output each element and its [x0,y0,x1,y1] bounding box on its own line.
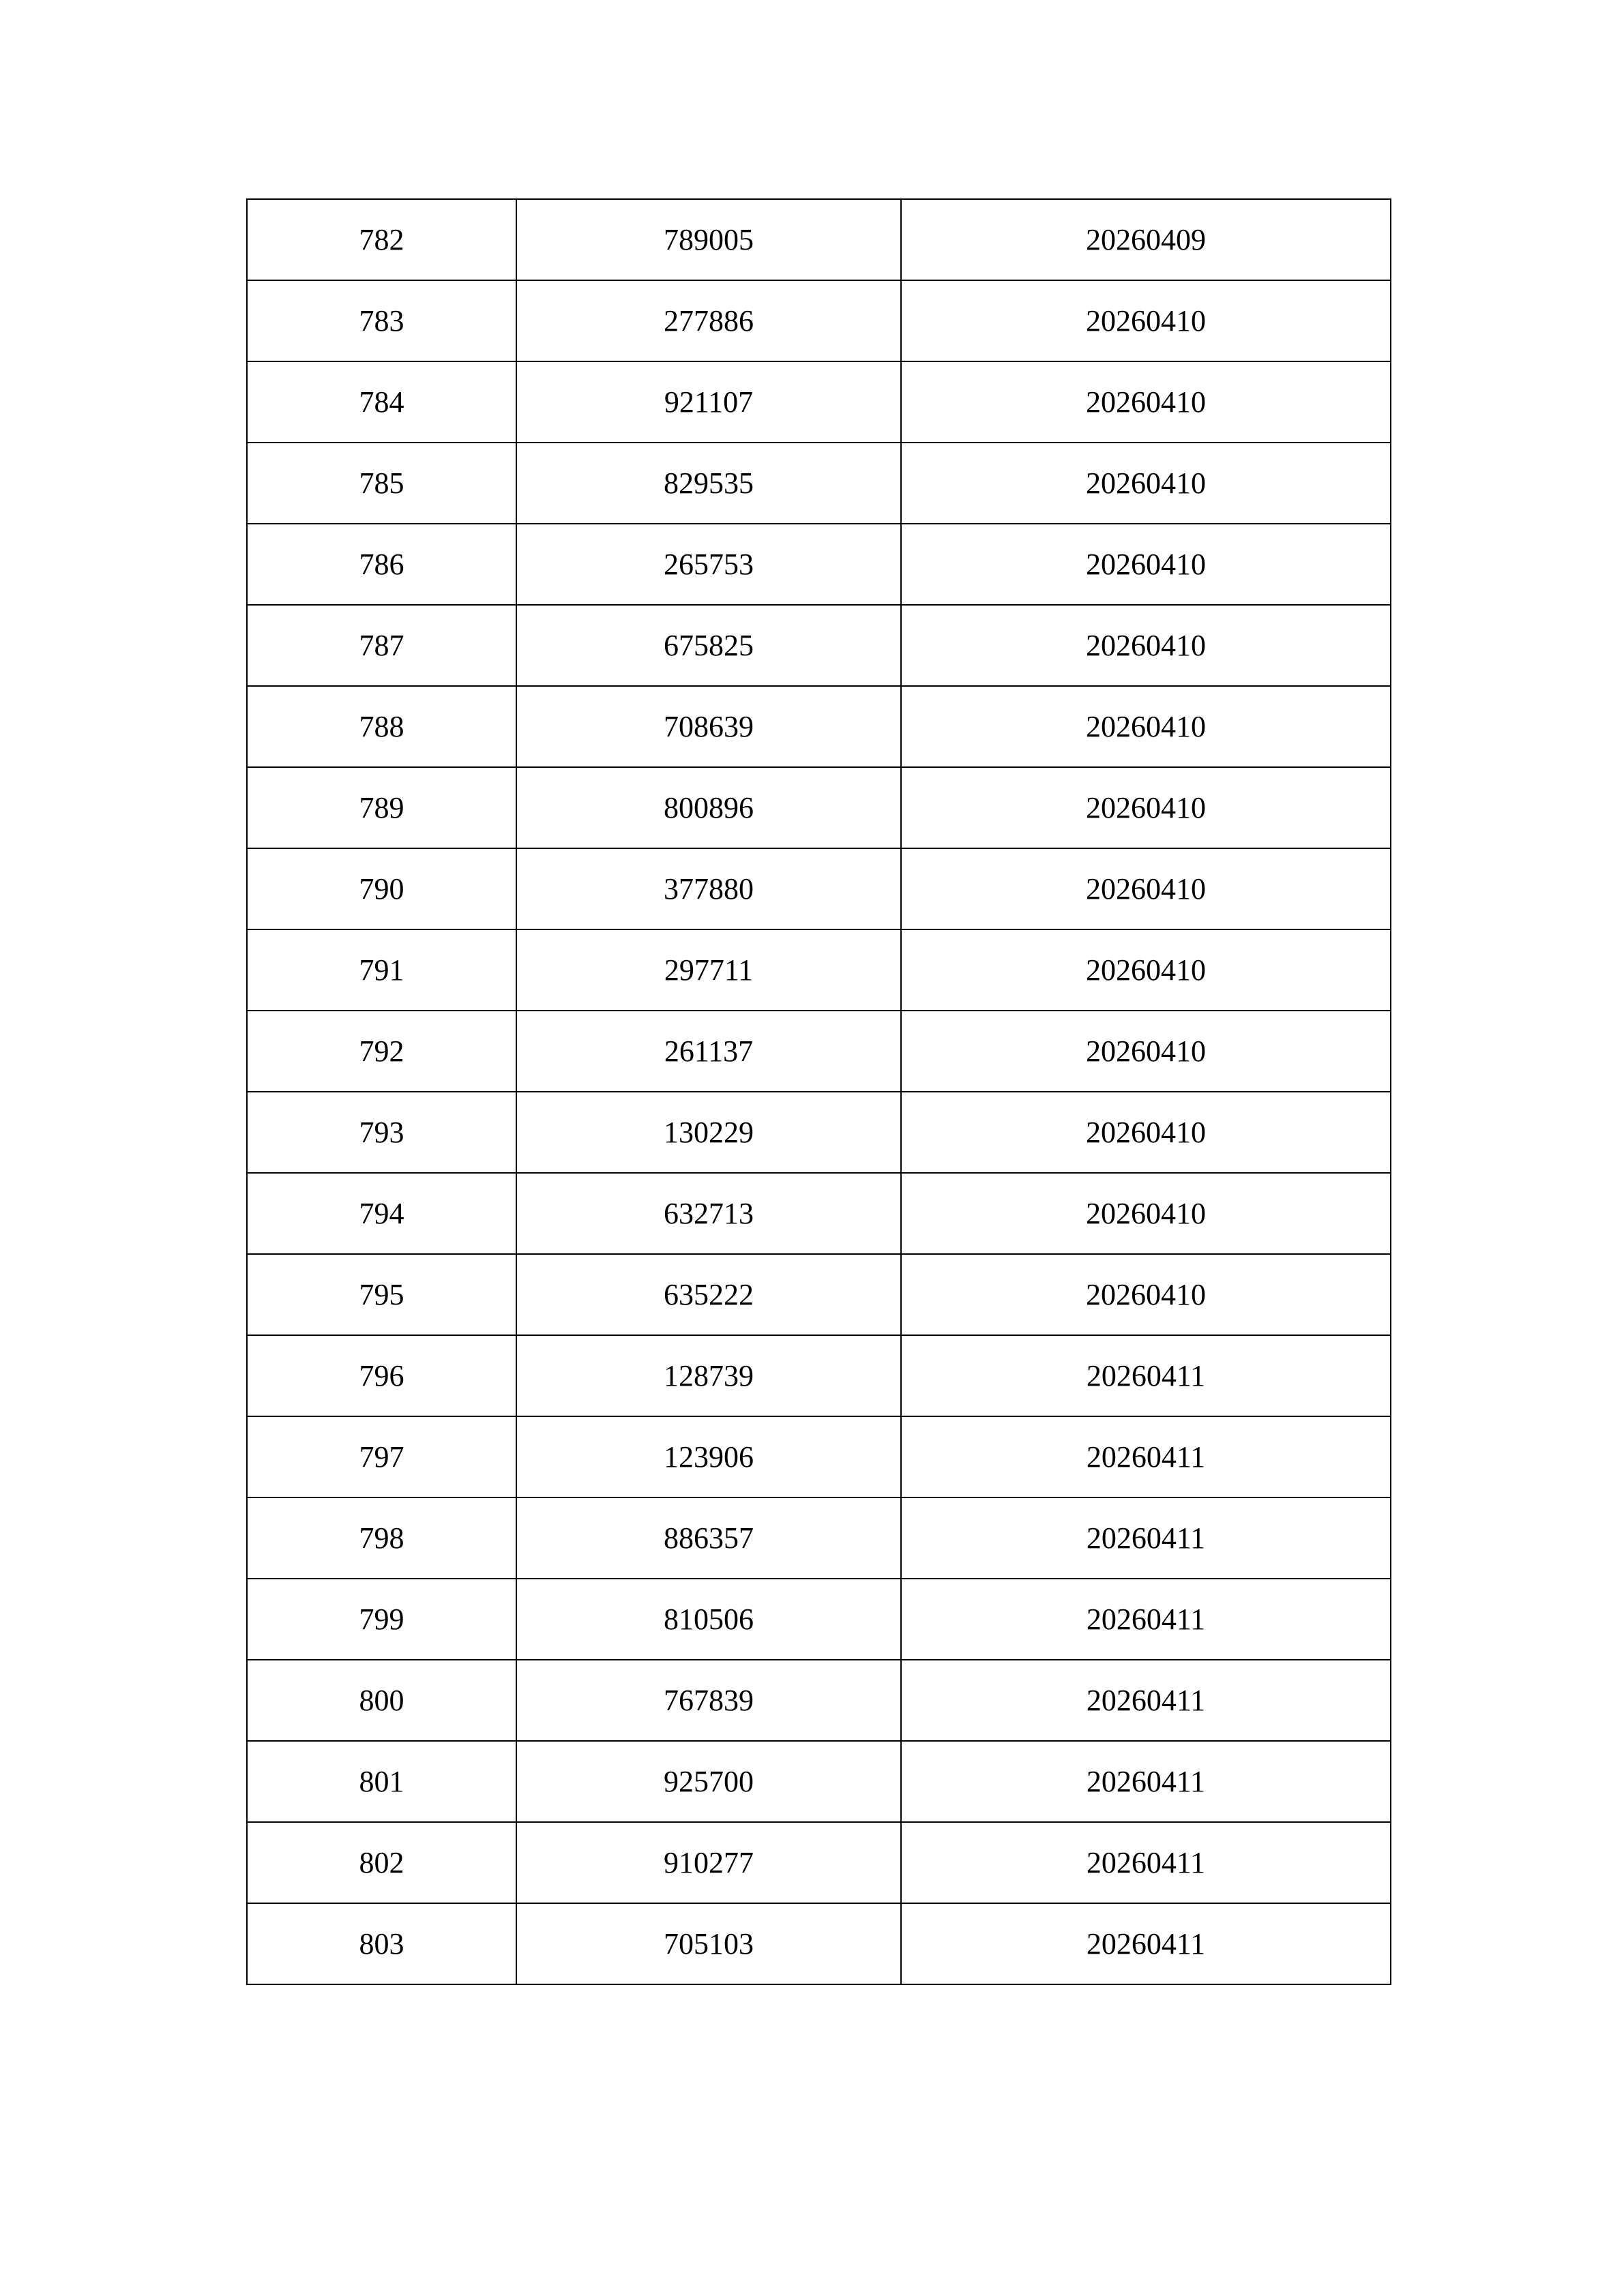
sequence-number-cell: 788 [247,686,516,767]
code-cell: 810506 [516,1579,901,1660]
code-cell: 130229 [516,1092,901,1173]
sequence-number-cell: 795 [247,1254,516,1335]
date-cell: 20260410 [901,686,1391,767]
code-cell: 789005 [516,199,901,280]
sequence-number-cell: 782 [247,199,516,280]
sequence-number-cell: 787 [247,605,516,686]
code-cell: 886357 [516,1497,901,1579]
sequence-number-cell: 786 [247,524,516,605]
date-cell: 20260411 [901,1416,1391,1497]
sequence-number-cell: 793 [247,1092,516,1173]
sequence-number-cell: 798 [247,1497,516,1579]
date-cell: 20260410 [901,1092,1391,1173]
table-row [247,443,1391,524]
date-cell: 20260409 [901,199,1391,280]
sequence-number-cell: 785 [247,443,516,524]
date-cell: 20260411 [901,1903,1391,1984]
date-cell: 20260410 [901,361,1391,443]
code-cell: 377880 [516,848,901,929]
code-cell: 123906 [516,1416,901,1497]
table-row [247,361,1391,443]
sequence-number-cell: 790 [247,848,516,929]
table-row [247,767,1391,848]
code-cell: 277886 [516,280,901,361]
table-row [247,1092,1391,1173]
date-cell: 20260411 [901,1660,1391,1741]
table-body [247,199,1391,1984]
table-row [247,524,1391,605]
date-cell: 20260410 [901,280,1391,361]
date-cell: 20260410 [901,524,1391,605]
date-cell: 20260410 [901,767,1391,848]
code-cell: 632713 [516,1173,901,1254]
sequence-number-cell: 784 [247,361,516,443]
table-row [247,1173,1391,1254]
code-cell: 829535 [516,443,901,524]
table-row [247,1335,1391,1416]
sequence-number-cell: 801 [247,1741,516,1822]
code-cell: 675825 [516,605,901,686]
code-cell: 767839 [516,1660,901,1741]
date-cell: 20260411 [901,1335,1391,1416]
table-row [247,280,1391,361]
sequence-number-cell: 796 [247,1335,516,1416]
code-cell: 708639 [516,686,901,767]
code-cell: 921107 [516,361,901,443]
code-cell: 261137 [516,1011,901,1092]
table-row [247,1660,1391,1741]
sequence-number-cell: 799 [247,1579,516,1660]
sequence-number-cell: 797 [247,1416,516,1497]
sequence-number-cell: 800 [247,1660,516,1741]
date-cell: 20260410 [901,443,1391,524]
date-cell: 20260410 [901,848,1391,929]
code-cell: 910277 [516,1822,901,1903]
table-row [247,1822,1391,1903]
data-table [246,198,1391,1985]
table-row [247,199,1391,280]
code-cell: 705103 [516,1903,901,1984]
code-cell: 635222 [516,1254,901,1335]
date-cell: 20260410 [901,1254,1391,1335]
sequence-number-cell: 783 [247,280,516,361]
sequence-number-cell: 792 [247,1011,516,1092]
table-row [247,1254,1391,1335]
sequence-number-cell: 803 [247,1903,516,1984]
table-row [247,1741,1391,1822]
table-row [247,605,1391,686]
table-row [247,686,1391,767]
table-row [247,848,1391,929]
table-row [247,929,1391,1011]
sequence-number-cell: 791 [247,929,516,1011]
code-cell: 800896 [516,767,901,848]
date-cell: 20260411 [901,1741,1391,1822]
date-cell: 20260410 [901,1011,1391,1092]
table-row [247,1011,1391,1092]
date-cell: 20260411 [901,1579,1391,1660]
table-row [247,1903,1391,1984]
sequence-number-cell: 802 [247,1822,516,1903]
table-row [247,1497,1391,1579]
date-cell: 20260411 [901,1822,1391,1903]
date-cell: 20260410 [901,605,1391,686]
sequence-number-cell: 794 [247,1173,516,1254]
code-cell: 297711 [516,929,901,1011]
table-row [247,1416,1391,1497]
date-cell: 20260410 [901,1173,1391,1254]
table-row [247,1579,1391,1660]
sequence-number-cell: 789 [247,767,516,848]
code-cell: 128739 [516,1335,901,1416]
date-cell: 20260411 [901,1497,1391,1579]
code-cell: 265753 [516,524,901,605]
code-cell: 925700 [516,1741,901,1822]
date-cell: 20260410 [901,929,1391,1011]
